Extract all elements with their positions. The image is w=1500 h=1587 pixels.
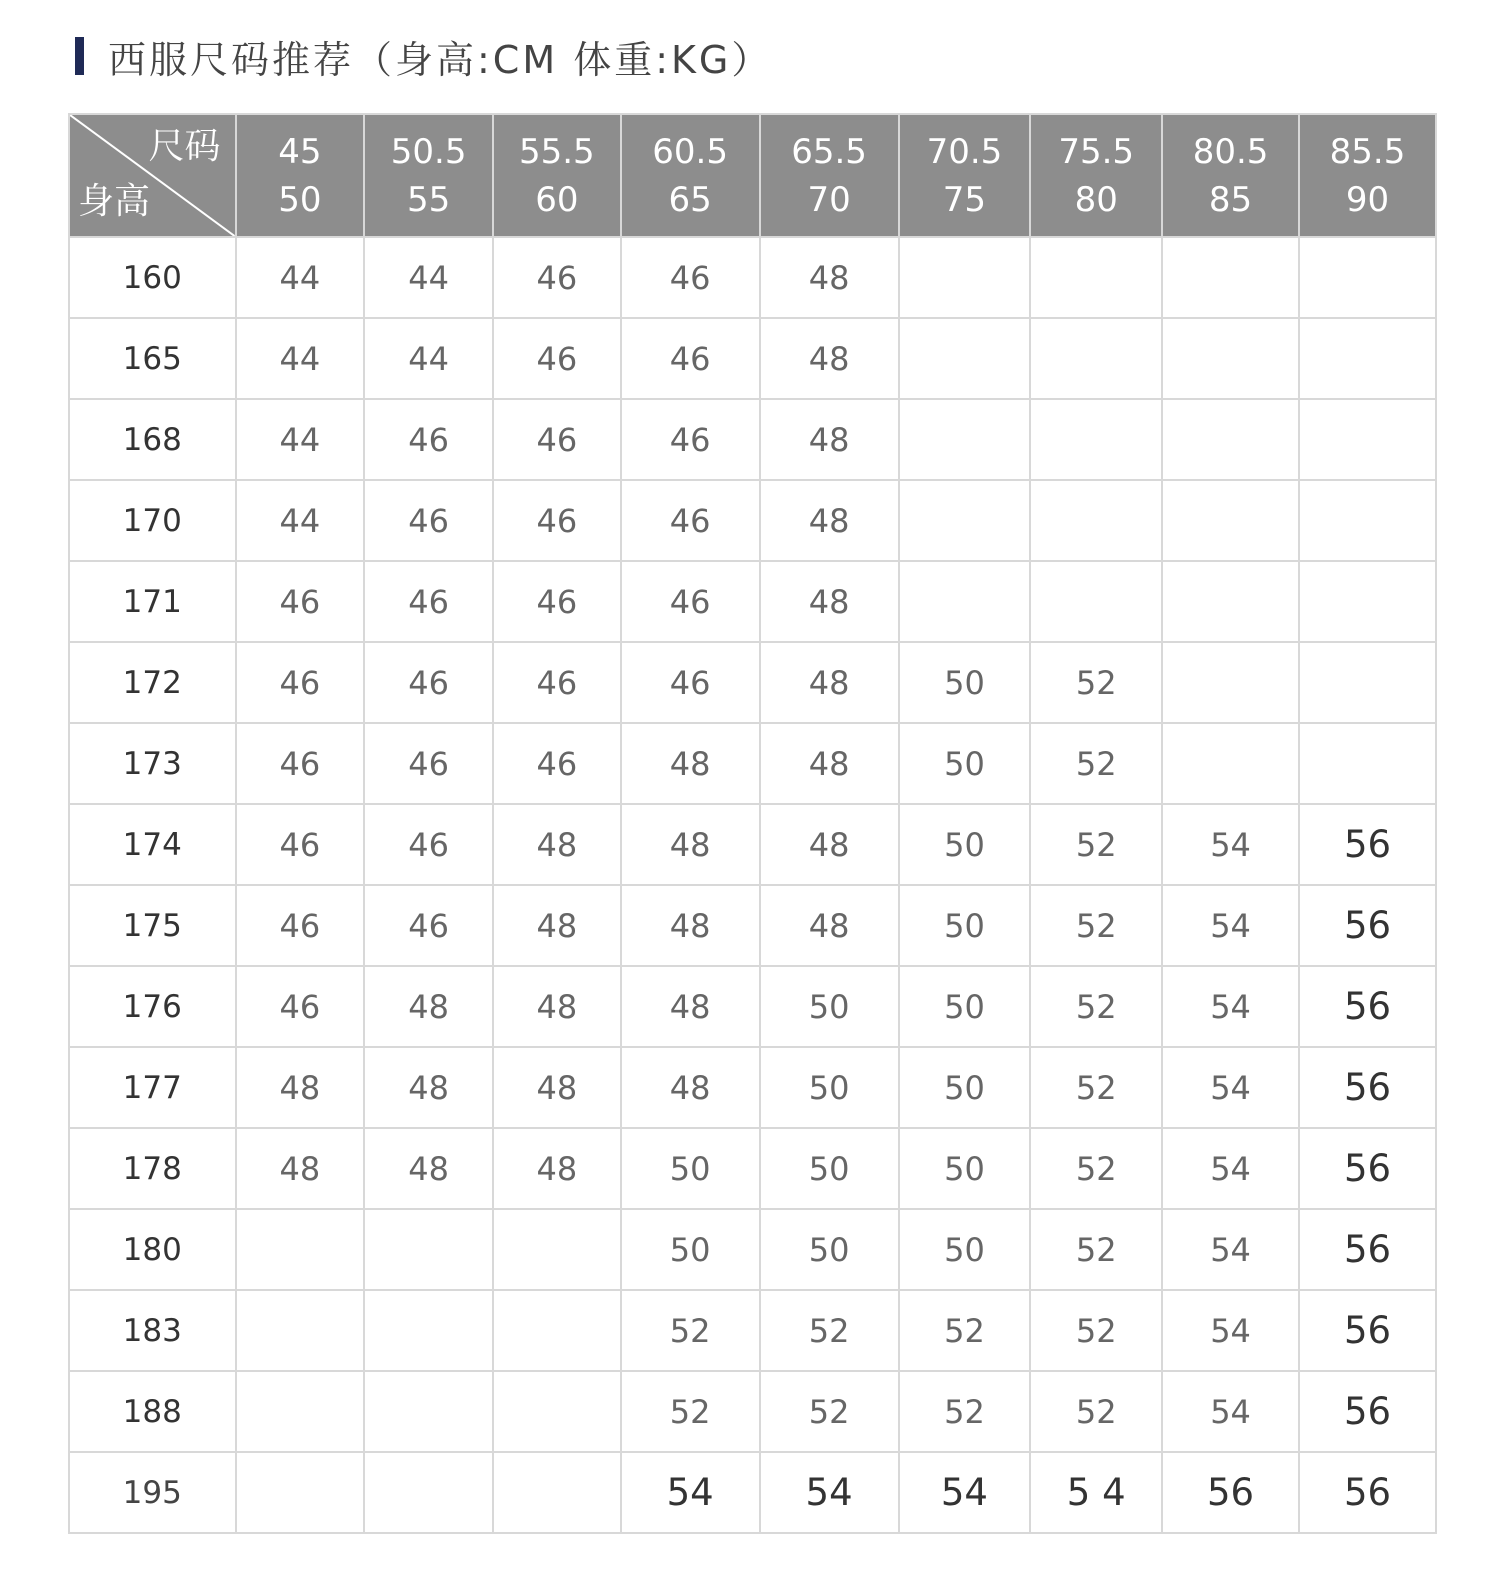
size-cell: 52 <box>621 1290 760 1371</box>
size-cell: 50 <box>899 642 1031 723</box>
size-chart-table <box>68 113 1437 1534</box>
size-cell: 46 <box>236 966 365 1047</box>
size-cell <box>493 1371 621 1452</box>
size-cell <box>1299 480 1436 561</box>
size-cell <box>899 318 1031 399</box>
weight-range-start: 70.5 <box>926 131 1003 172</box>
size-cell: 46 <box>364 885 493 966</box>
size-cell: 48 <box>760 480 899 561</box>
size-cell: 48 <box>760 561 899 642</box>
table-row <box>69 966 1436 1047</box>
size-cell: 5 4 <box>1030 1452 1162 1533</box>
size-cell: 50 <box>760 1128 899 1209</box>
size-cell: 46 <box>493 723 621 804</box>
weight-range-start: 80.5 <box>1192 131 1269 172</box>
size-cell: 54 <box>1162 1128 1299 1209</box>
size-cell: 50 <box>760 966 899 1047</box>
size-cell: 48 <box>236 1128 365 1209</box>
height-cell: 176 <box>69 966 236 1047</box>
size-cell: 52 <box>1030 804 1162 885</box>
size-cell: 48 <box>236 1047 365 1128</box>
size-cell: 54 <box>760 1452 899 1533</box>
size-cell: 46 <box>493 399 621 480</box>
height-cell: 170 <box>69 480 236 561</box>
size-cell <box>1162 561 1299 642</box>
size-cell: 56 <box>1299 1371 1436 1452</box>
size-cell <box>236 1209 365 1290</box>
height-cell: 188 <box>69 1371 236 1452</box>
page-header <box>75 34 773 82</box>
weight-range-start: 55.5 <box>518 131 595 172</box>
table-row <box>69 885 1436 966</box>
weight-header-cell <box>493 114 621 237</box>
height-cell: 160 <box>69 237 236 318</box>
weight-range-end: 50 <box>278 179 322 220</box>
weight-header-cell <box>899 114 1031 237</box>
height-cell: 171 <box>69 561 236 642</box>
size-cell: 46 <box>621 480 760 561</box>
table-row <box>69 237 1436 318</box>
size-cell <box>1299 399 1436 480</box>
table-row <box>69 1209 1436 1290</box>
size-cell: 48 <box>364 1128 493 1209</box>
size-cell: 48 <box>621 804 760 885</box>
size-cell <box>1299 723 1436 804</box>
size-cell: 48 <box>364 966 493 1047</box>
size-cell: 46 <box>364 480 493 561</box>
table-row <box>69 804 1436 885</box>
table-row <box>69 480 1436 561</box>
size-cell: 48 <box>493 966 621 1047</box>
table-body <box>69 237 1436 1533</box>
size-cell: 52 <box>899 1371 1031 1452</box>
height-cell: 175 <box>69 885 236 966</box>
weight-range-end: 55 <box>406 179 451 220</box>
weight-range-end: 65 <box>668 179 712 220</box>
size-cell: 50 <box>899 1209 1031 1290</box>
table-row <box>69 1128 1436 1209</box>
size-cell <box>1162 237 1299 318</box>
size-cell <box>1162 399 1299 480</box>
size-cell: 46 <box>493 480 621 561</box>
size-cell: 48 <box>760 723 899 804</box>
size-cell: 46 <box>236 561 365 642</box>
size-cell: 52 <box>1030 1371 1162 1452</box>
table-row <box>69 561 1436 642</box>
size-cell: 46 <box>493 561 621 642</box>
size-cell <box>236 1371 365 1452</box>
size-cell: 46 <box>621 399 760 480</box>
size-cell: 48 <box>493 1047 621 1128</box>
height-cell: 178 <box>69 1128 236 1209</box>
size-cell: 54 <box>621 1452 760 1533</box>
size-cell: 52 <box>1030 966 1162 1047</box>
height-cell: 174 <box>69 804 236 885</box>
size-cell <box>493 1452 621 1533</box>
size-cell: 44 <box>364 237 493 318</box>
height-cell: 173 <box>69 723 236 804</box>
size-cell: 44 <box>236 480 365 561</box>
size-cell: 52 <box>1030 1128 1162 1209</box>
size-cell: 50 <box>899 804 1031 885</box>
weight-header-cell <box>621 114 760 237</box>
size-cell: 56 <box>1299 1047 1436 1128</box>
size-cell <box>1162 480 1299 561</box>
size-cell: 46 <box>236 804 365 885</box>
weight-header-cell <box>1030 114 1162 237</box>
table-row <box>69 1371 1436 1452</box>
weight-range-end: 85 <box>1208 179 1253 220</box>
size-cell: 48 <box>760 804 899 885</box>
size-cell: 48 <box>760 399 899 480</box>
size-cell <box>1299 237 1436 318</box>
size-cell: 50 <box>621 1128 760 1209</box>
size-cell: 54 <box>1162 804 1299 885</box>
size-cell: 56 <box>1299 885 1436 966</box>
size-cell: 56 <box>1299 1128 1436 1209</box>
weight-range-end: 75 <box>942 179 987 220</box>
size-cell: 46 <box>621 318 760 399</box>
corner-header-cell <box>69 114 236 237</box>
size-cell: 52 <box>1030 1290 1162 1371</box>
size-cell: 52 <box>1030 885 1162 966</box>
size-cell: 52 <box>760 1290 899 1371</box>
size-cell: 50 <box>899 1047 1031 1128</box>
size-cell: 52 <box>1030 642 1162 723</box>
size-cell: 44 <box>236 399 365 480</box>
size-cell: 52 <box>621 1371 760 1452</box>
height-cell: 183 <box>69 1290 236 1371</box>
size-cell: 56 <box>1299 966 1436 1047</box>
size-cell: 54 <box>1162 966 1299 1047</box>
size-cell: 52 <box>760 1371 899 1452</box>
size-cell: 48 <box>621 966 760 1047</box>
size-cell: 48 <box>621 1047 760 1128</box>
size-cell <box>1299 642 1436 723</box>
size-cell <box>1030 318 1162 399</box>
size-cell: 44 <box>236 318 365 399</box>
table-row <box>69 723 1436 804</box>
table-row <box>69 399 1436 480</box>
size-cell: 48 <box>621 723 760 804</box>
size-cell <box>1162 318 1299 399</box>
size-cell: 46 <box>493 237 621 318</box>
size-cell <box>899 399 1031 480</box>
weight-header-cell <box>364 114 493 237</box>
size-cell: 48 <box>760 642 899 723</box>
size-cell: 54 <box>1162 1047 1299 1128</box>
size-cell: 48 <box>364 1047 493 1128</box>
size-cell: 54 <box>899 1452 1031 1533</box>
weight-range-end: 90 <box>1345 179 1390 220</box>
size-cell: 56 <box>1299 1209 1436 1290</box>
height-cell: 195 <box>69 1452 236 1533</box>
table-row <box>69 1452 1436 1533</box>
weight-range-start: 50.5 <box>390 131 467 172</box>
size-cell: 52 <box>1030 1209 1162 1290</box>
size-cell: 44 <box>364 318 493 399</box>
size-cell: 56 <box>1162 1452 1299 1533</box>
weight-header-cell <box>1299 114 1436 237</box>
size-cell <box>236 1290 365 1371</box>
size-cell: 48 <box>493 1128 621 1209</box>
table-row <box>69 642 1436 723</box>
size-cell <box>364 1371 493 1452</box>
size-cell: 48 <box>621 885 760 966</box>
size-cell <box>236 1452 365 1533</box>
size-cell: 48 <box>760 885 899 966</box>
size-cell: 50 <box>899 1128 1031 1209</box>
size-cell <box>364 1290 493 1371</box>
size-cell: 48 <box>760 318 899 399</box>
corner-height-label: 身高 <box>78 181 151 222</box>
size-cell <box>493 1209 621 1290</box>
size-cell: 56 <box>1299 1290 1436 1371</box>
size-cell: 46 <box>493 642 621 723</box>
size-cell: 52 <box>1030 723 1162 804</box>
size-cell <box>1162 642 1299 723</box>
title-accent-bar <box>75 37 84 75</box>
size-cell: 48 <box>493 804 621 885</box>
height-cell: 177 <box>69 1047 236 1128</box>
size-cell: 50 <box>760 1209 899 1290</box>
table-row <box>69 1047 1436 1128</box>
size-cell: 46 <box>236 885 365 966</box>
size-cell: 52 <box>899 1290 1031 1371</box>
weight-header-cell <box>1162 114 1299 237</box>
size-cell <box>899 561 1031 642</box>
weight-range-end: 60 <box>535 179 579 220</box>
size-cell <box>1030 399 1162 480</box>
size-cell: 56 <box>1299 804 1436 885</box>
size-cell: 46 <box>236 642 365 723</box>
size-cell <box>899 237 1031 318</box>
height-cell: 180 <box>69 1209 236 1290</box>
size-cell: 50 <box>899 885 1031 966</box>
header-row <box>69 114 1436 237</box>
weight-header-cell <box>236 114 365 237</box>
height-cell: 165 <box>69 318 236 399</box>
size-cell: 46 <box>364 642 493 723</box>
size-cell: 46 <box>364 723 493 804</box>
size-cell: 44 <box>236 237 365 318</box>
size-cell <box>493 1290 621 1371</box>
size-cell: 54 <box>1162 1290 1299 1371</box>
height-cell: 172 <box>69 642 236 723</box>
size-cell <box>364 1452 493 1533</box>
weight-range-end: 70 <box>807 179 851 220</box>
size-cell: 46 <box>621 642 760 723</box>
size-cell: 46 <box>621 561 760 642</box>
size-cell: 52 <box>1030 1047 1162 1128</box>
size-cell: 46 <box>364 804 493 885</box>
size-cell <box>1299 318 1436 399</box>
size-cell: 54 <box>1162 1371 1299 1452</box>
table-row <box>69 318 1436 399</box>
size-cell: 46 <box>493 318 621 399</box>
size-cell <box>364 1209 493 1290</box>
size-cell <box>1030 561 1162 642</box>
size-cell: 48 <box>493 885 621 966</box>
height-cell: 168 <box>69 399 236 480</box>
size-cell: 50 <box>760 1047 899 1128</box>
corner-size-label: 尺码 <box>148 126 221 167</box>
weight-range-start: 85.5 <box>1329 131 1406 172</box>
size-cell <box>1030 480 1162 561</box>
size-cell: 54 <box>1162 885 1299 966</box>
page-title: 西服尺码推荐（身高:CM 体重:KG） <box>108 37 773 82</box>
size-cell: 54 <box>1162 1209 1299 1290</box>
size-cell <box>1162 723 1299 804</box>
size-cell: 56 <box>1299 1452 1436 1533</box>
weight-range-end: 80 <box>1074 179 1118 220</box>
size-cell: 46 <box>364 399 493 480</box>
size-cell: 50 <box>899 966 1031 1047</box>
size-cell: 50 <box>899 723 1031 804</box>
weight-range-start: 75.5 <box>1058 131 1135 172</box>
size-cell: 50 <box>621 1209 760 1290</box>
weight-range-start: 60.5 <box>652 131 728 172</box>
size-cell: 46 <box>236 723 365 804</box>
weight-header-cell <box>760 114 899 237</box>
size-cell: 46 <box>364 561 493 642</box>
size-cell <box>1299 561 1436 642</box>
table-row <box>69 1290 1436 1371</box>
size-cell <box>1030 237 1162 318</box>
size-cell: 48 <box>760 237 899 318</box>
weight-range-start: 65.5 <box>791 131 867 172</box>
size-cell <box>899 480 1031 561</box>
size-cell: 46 <box>621 237 760 318</box>
weight-range-start: 45 <box>278 131 322 172</box>
